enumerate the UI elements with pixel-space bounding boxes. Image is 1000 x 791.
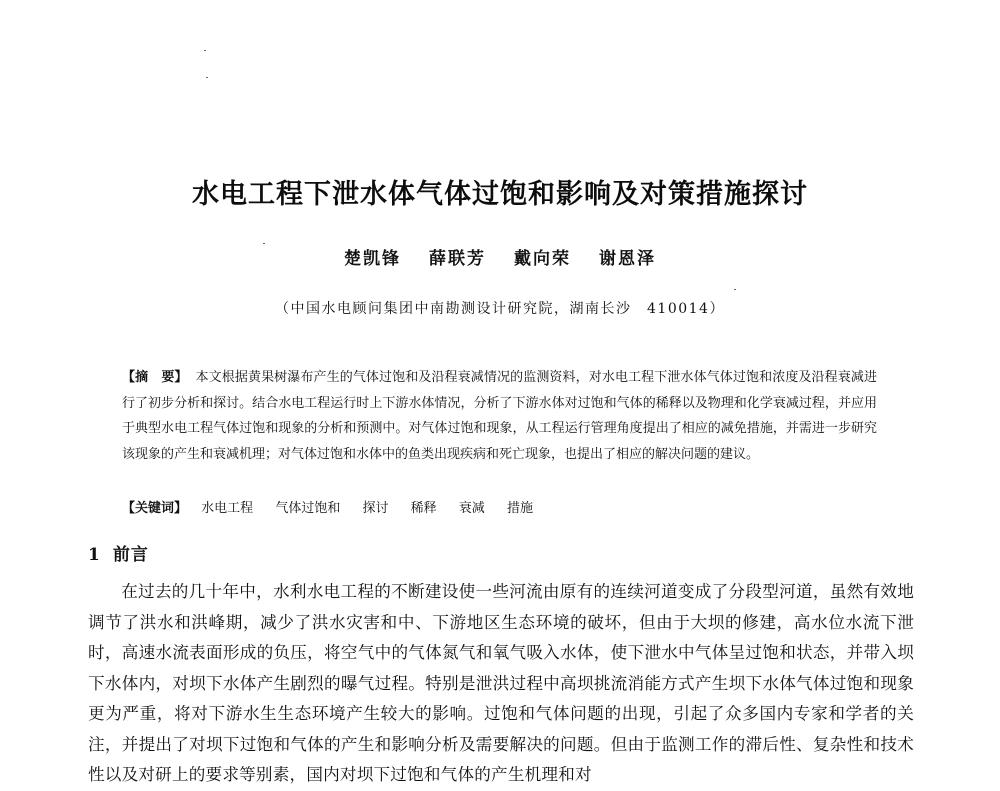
keyword: 衰减 [458,501,485,516]
author-name: 谢恩泽 [599,249,656,269]
keyword: 稀释 [410,501,437,516]
abstract-block [122,365,877,467]
keyword-list [201,501,551,516]
keyword: 措施 [506,501,533,516]
section-title: 前言 [112,545,149,565]
section-number: 1 [88,545,101,565]
section-heading [88,540,149,565]
author-name: 楚凯锋 [344,249,401,269]
author-affiliation: （中国水电顾问集团中南勘测设计研究院，湖南长沙 410014） [275,301,725,317]
scan-speck [204,50,206,51]
keywords-block [122,496,551,521]
scan-speck [734,289,736,290]
keywords-label: 【关键词】 [122,501,188,516]
keyword: 水电工程 [201,501,254,516]
paper-title: 水电工程下泄水体气体过饱和影响及对策措施探讨 [192,179,808,210]
abstract-label: 【摘 要】 [122,370,188,385]
body-paragraph: 在过去的几十年中，水利水电工程的不断建设使一些河流由原有的连续河道变成了分段型河道，虽然有效地调节了洪水和洪峰期，减少了洪水灾害和中、下游地区生态环境的破坏，但由于大坝的修建，高水位水流下泄时，高速水流表面形成的负压，将空气中的气体氮气和氧气吸入水体，使下泄水中气体呈过饱和状态，并带入坝下水体内，对坝下水体产生剧烈的曝气过程。特别是泄洪过程中高坝挑流消能方式产生坝下水体气体过饱和现象更为严重，将对下游水生生态环境产生较大的影响。过饱和气体问题的出现，引起了众多国内专家和学者的关注，并提出了对坝下过饱和气体的产生和影响分析及需要解决的问题。但由于监测工作的滞后性、复杂性和技术性以及对研上的要求等别素，国内对坝下过饱和气体的产生机理和对 [88,582,914,784]
keyword: 探讨 [362,501,389,516]
author-name: 薛联芳 [429,249,486,269]
abstract-text: 本文根据黄果树瀑布产生的气体过饱和及沿程衰减情况的监测资料，对水电工程下泄水体气体过饱和浓度及沿程衰减进行了初步分析和探讨。结合水电工程运行时上下游水体情况，分析了下游水体对过饱和气体的稀释以及物理和化学衰减过程，并应用于典型水电工程气体过饱和现象的分析和预测中。对气体过饱和现象，从工程运行管理角度提出了相应的减免措施，并需进一步研究该现象的产生和衰减机理；对气体过饱和水体中的鱼类出现疾病和死亡现象，也提出了相应的解决问题的建议。 [122,370,877,462]
keyword: 气体过饱和 [275,501,341,516]
author-list [0,244,1000,269]
scan-speck [206,77,208,78]
author-name: 戴向荣 [514,249,571,269]
